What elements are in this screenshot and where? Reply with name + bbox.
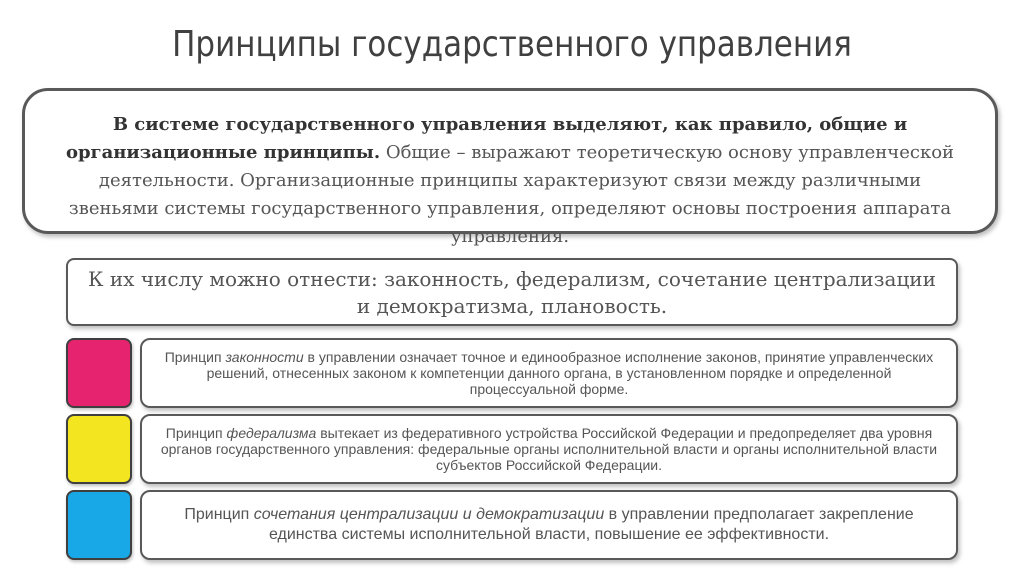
principle-term: сочетания централизации и демократизации (253, 506, 605, 523)
principle-description (140, 490, 958, 560)
principle-description (140, 338, 958, 408)
intro-bold-text: В системе государственного управления выделяют, как правило, общие и организационные принципы. (65, 114, 908, 163)
principle-prefix: Принцип (165, 425, 227, 441)
principle-suffix: в управлении означает точное и единообразное исполнение законов, принятие управленческих решений, отнесенных законом к компетенции данного органа, в установленном порядке и определенной процессуальной форме. (206, 349, 934, 397)
page-title: Принципы государственного управления (172, 24, 852, 65)
yellow-swatch (66, 414, 132, 484)
principle-row-centralization (66, 490, 958, 560)
summary-box: К их числу можно отнести: законность, федерализм, сочетание централизации и демократизма, плановость. (66, 258, 958, 326)
principle-term: федерализма (226, 425, 317, 441)
principle-row-legality (66, 338, 958, 408)
principle-description (140, 414, 958, 484)
intro-box (22, 88, 998, 247)
principle-suffix: вытекает из федеративного устройства Российской Федерации и предопределяет два уровня органов государственного управления: федеральные органы исполнительной власти и органы исполнительной власти субъектов Российской Федерации. (160, 425, 938, 473)
principle-term: законности (225, 349, 304, 365)
principle-row-federalism (66, 414, 958, 484)
intro-text: Общие – выражают теоретическую основу управленческой деятельности. Организационные принципы характеризуют связи между различными звеньями системы государственного управления, определяют основы построения аппарата управления. (68, 142, 955, 247)
magenta-swatch (66, 338, 132, 408)
principle-prefix: Принцип (184, 506, 254, 523)
cyan-swatch (66, 490, 132, 560)
principle-suffix: в управлении предполагает закрепление единства системы исполнительной власти, повышение ее эффективности. (268, 506, 914, 543)
principle-prefix: Принцип (164, 349, 226, 365)
